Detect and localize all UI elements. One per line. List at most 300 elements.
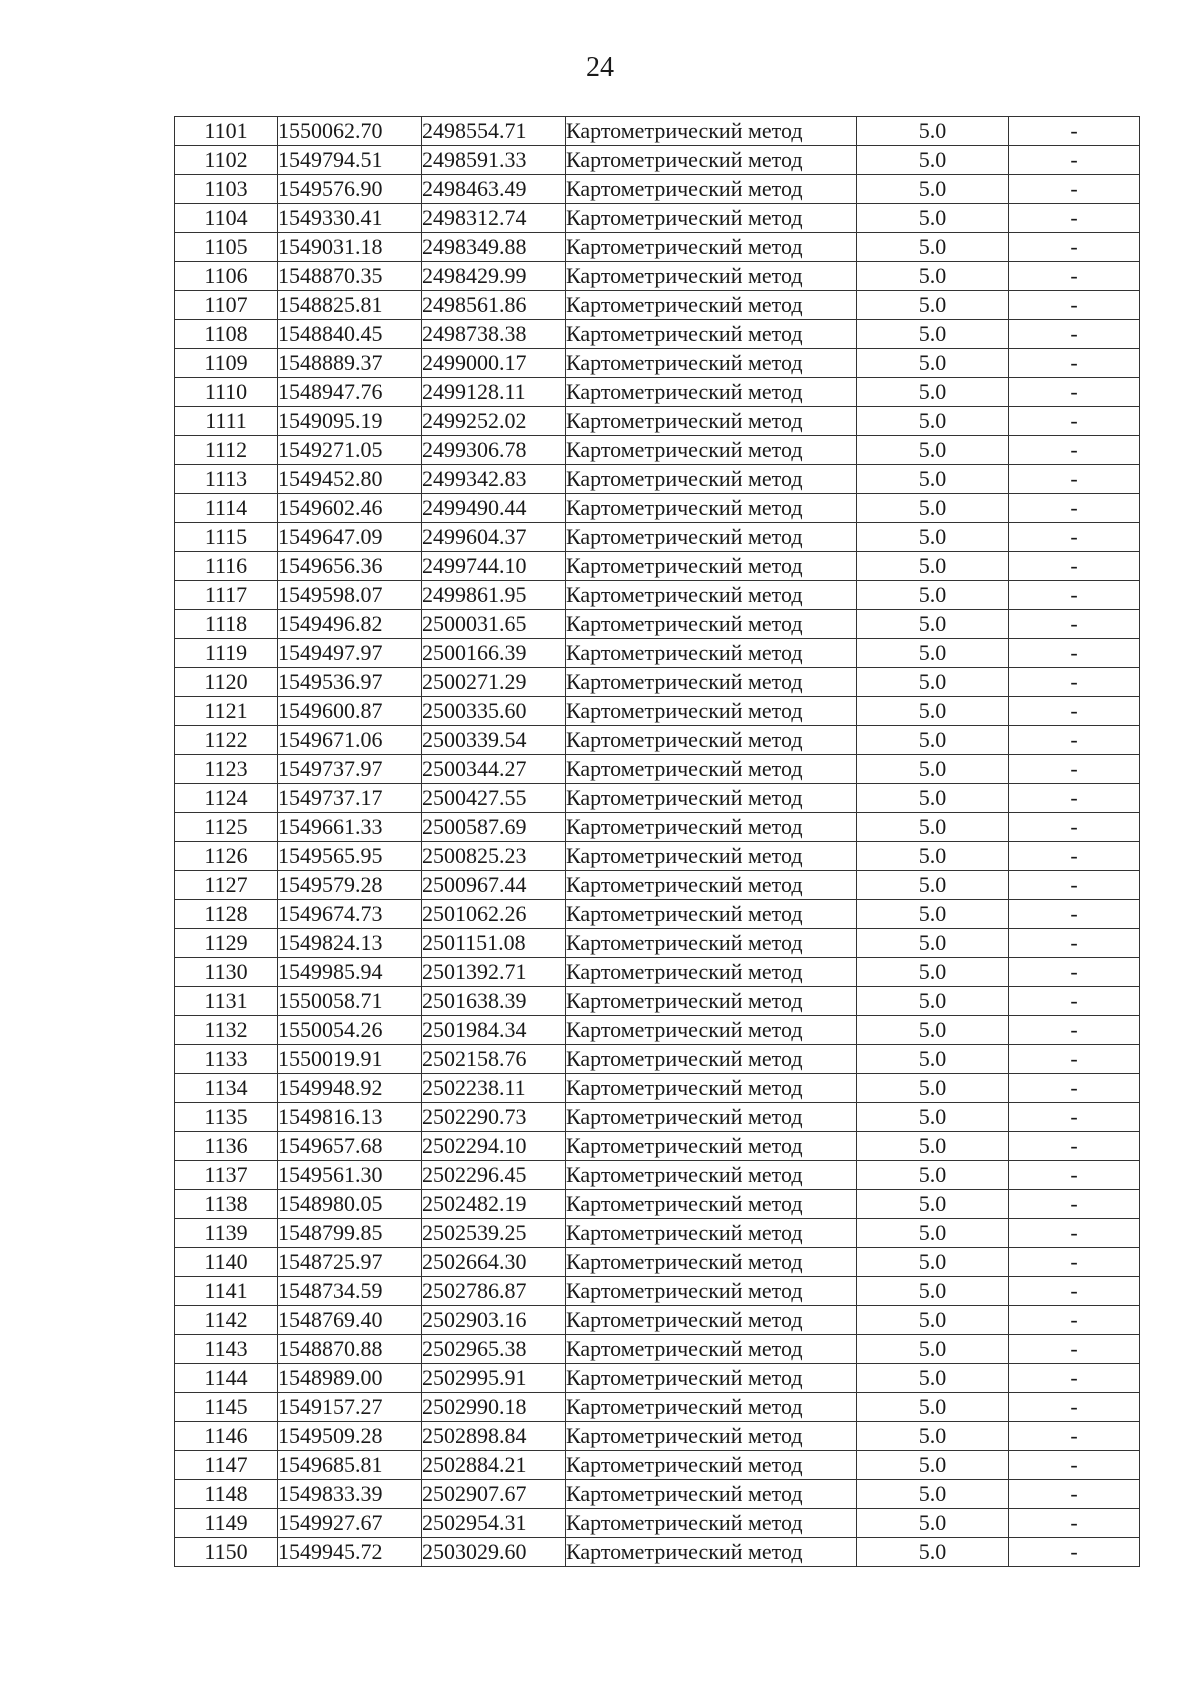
method-cell: Картометрический метод <box>566 1538 857 1567</box>
method-cell: Картометрический метод <box>566 1509 857 1538</box>
description-cell: - <box>1009 958 1140 987</box>
point-number-cell: 1131 <box>175 987 278 1016</box>
point-number-cell: 1149 <box>175 1509 278 1538</box>
accuracy-cell: 5.0 <box>857 1538 1009 1567</box>
description-cell: - <box>1009 1016 1140 1045</box>
method-cell: Картометрический метод <box>566 146 857 175</box>
table-row <box>175 726 1140 755</box>
method-cell: Картометрический метод <box>566 639 857 668</box>
point-number-cell: 1107 <box>175 291 278 320</box>
point-number-cell: 1126 <box>175 842 278 871</box>
y-coordinate-cell: 2502965.38 <box>422 1335 566 1364</box>
table-row <box>175 1306 1140 1335</box>
accuracy-cell: 5.0 <box>857 871 1009 900</box>
y-coordinate-cell: 2501984.34 <box>422 1016 566 1045</box>
y-coordinate-cell: 2499252.02 <box>422 407 566 436</box>
x-coordinate-cell: 1548889.37 <box>278 349 422 378</box>
table-row <box>175 262 1140 291</box>
y-coordinate-cell: 2500344.27 <box>422 755 566 784</box>
method-cell: Картометрический метод <box>566 1306 857 1335</box>
method-cell: Картометрический метод <box>566 900 857 929</box>
y-coordinate-cell: 2502903.16 <box>422 1306 566 1335</box>
x-coordinate-cell: 1548870.35 <box>278 262 422 291</box>
description-cell: - <box>1009 1393 1140 1422</box>
method-cell: Картометрический метод <box>566 610 857 639</box>
point-number-cell: 1125 <box>175 813 278 842</box>
accuracy-cell: 5.0 <box>857 697 1009 726</box>
method-cell: Картометрический метод <box>566 465 857 494</box>
x-coordinate-cell: 1549927.67 <box>278 1509 422 1538</box>
x-coordinate-cell: 1549794.51 <box>278 146 422 175</box>
point-number-cell: 1115 <box>175 523 278 552</box>
accuracy-cell: 5.0 <box>857 1016 1009 1045</box>
y-coordinate-cell: 2498554.71 <box>422 117 566 146</box>
y-coordinate-cell: 2500339.54 <box>422 726 566 755</box>
point-number-cell: 1119 <box>175 639 278 668</box>
table-row <box>175 1480 1140 1509</box>
accuracy-cell: 5.0 <box>857 1422 1009 1451</box>
accuracy-cell: 5.0 <box>857 755 1009 784</box>
y-coordinate-cell: 2502290.73 <box>422 1103 566 1132</box>
accuracy-cell: 5.0 <box>857 436 1009 465</box>
point-number-cell: 1110 <box>175 378 278 407</box>
y-coordinate-cell: 2502990.18 <box>422 1393 566 1422</box>
point-number-cell: 1133 <box>175 1045 278 1074</box>
x-coordinate-cell: 1549647.09 <box>278 523 422 552</box>
y-coordinate-cell: 2499744.10 <box>422 552 566 581</box>
method-cell: Картометрический метод <box>566 1190 857 1219</box>
description-cell: - <box>1009 1045 1140 1074</box>
table-row <box>175 436 1140 465</box>
method-cell: Картометрический метод <box>566 233 857 262</box>
y-coordinate-cell: 2499342.83 <box>422 465 566 494</box>
point-number-cell: 1112 <box>175 436 278 465</box>
description-cell: - <box>1009 465 1140 494</box>
table-row <box>175 1248 1140 1277</box>
accuracy-cell: 5.0 <box>857 233 1009 262</box>
accuracy-cell: 5.0 <box>857 349 1009 378</box>
method-cell: Картометрический метод <box>566 813 857 842</box>
x-coordinate-cell: 1549598.07 <box>278 581 422 610</box>
x-coordinate-cell: 1549737.97 <box>278 755 422 784</box>
description-cell: - <box>1009 1538 1140 1567</box>
table-row <box>175 1393 1140 1422</box>
description-cell: - <box>1009 842 1140 871</box>
x-coordinate-cell: 1549985.94 <box>278 958 422 987</box>
table-row <box>175 987 1140 1016</box>
x-coordinate-cell: 1549576.90 <box>278 175 422 204</box>
x-coordinate-cell: 1549824.13 <box>278 929 422 958</box>
point-number-cell: 1137 <box>175 1161 278 1190</box>
method-cell: Картометрический метод <box>566 987 857 1016</box>
method-cell: Картометрический метод <box>566 1074 857 1103</box>
point-number-cell: 1145 <box>175 1393 278 1422</box>
accuracy-cell: 5.0 <box>857 204 1009 233</box>
accuracy-cell: 5.0 <box>857 726 1009 755</box>
method-cell: Картометрический метод <box>566 320 857 349</box>
x-coordinate-cell: 1549656.36 <box>278 552 422 581</box>
accuracy-cell: 5.0 <box>857 1277 1009 1306</box>
y-coordinate-cell: 2502238.11 <box>422 1074 566 1103</box>
y-coordinate-cell: 2500166.39 <box>422 639 566 668</box>
point-number-cell: 1111 <box>175 407 278 436</box>
y-coordinate-cell: 2502158.76 <box>422 1045 566 1074</box>
description-cell: - <box>1009 581 1140 610</box>
point-number-cell: 1127 <box>175 871 278 900</box>
x-coordinate-cell: 1549561.30 <box>278 1161 422 1190</box>
x-coordinate-cell: 1550058.71 <box>278 987 422 1016</box>
description-cell: - <box>1009 291 1140 320</box>
accuracy-cell: 5.0 <box>857 1248 1009 1277</box>
table-row <box>175 755 1140 784</box>
description-cell: - <box>1009 871 1140 900</box>
y-coordinate-cell: 2502995.91 <box>422 1364 566 1393</box>
method-cell: Картометрический метод <box>566 1161 857 1190</box>
method-cell: Картометрический метод <box>566 407 857 436</box>
y-coordinate-cell: 2502482.19 <box>422 1190 566 1219</box>
x-coordinate-cell: 1548980.05 <box>278 1190 422 1219</box>
y-coordinate-cell: 2501151.08 <box>422 929 566 958</box>
description-cell: - <box>1009 697 1140 726</box>
accuracy-cell: 5.0 <box>857 1219 1009 1248</box>
y-coordinate-cell: 2499306.78 <box>422 436 566 465</box>
description-cell: - <box>1009 610 1140 639</box>
accuracy-cell: 5.0 <box>857 407 1009 436</box>
table-row <box>175 1016 1140 1045</box>
x-coordinate-cell: 1549095.19 <box>278 407 422 436</box>
x-coordinate-cell: 1549600.87 <box>278 697 422 726</box>
accuracy-cell: 5.0 <box>857 639 1009 668</box>
table-row <box>175 842 1140 871</box>
point-number-cell: 1130 <box>175 958 278 987</box>
table-row <box>175 813 1140 842</box>
description-cell: - <box>1009 146 1140 175</box>
description-cell: - <box>1009 1480 1140 1509</box>
description-cell: - <box>1009 900 1140 929</box>
x-coordinate-cell: 1549602.46 <box>278 494 422 523</box>
point-number-cell: 1102 <box>175 146 278 175</box>
table-row <box>175 1161 1140 1190</box>
accuracy-cell: 5.0 <box>857 494 1009 523</box>
table-row <box>175 1074 1140 1103</box>
table-row <box>175 639 1140 668</box>
method-cell: Картометрический метод <box>566 262 857 291</box>
x-coordinate-cell: 1549565.95 <box>278 842 422 871</box>
accuracy-cell: 5.0 <box>857 1364 1009 1393</box>
accuracy-cell: 5.0 <box>857 523 1009 552</box>
x-coordinate-cell: 1548734.59 <box>278 1277 422 1306</box>
method-cell: Картометрический метод <box>566 204 857 233</box>
y-coordinate-cell: 2502786.87 <box>422 1277 566 1306</box>
x-coordinate-cell: 1548825.81 <box>278 291 422 320</box>
accuracy-cell: 5.0 <box>857 1074 1009 1103</box>
description-cell: - <box>1009 726 1140 755</box>
table-row <box>175 958 1140 987</box>
x-coordinate-cell: 1548870.88 <box>278 1335 422 1364</box>
x-coordinate-cell: 1548725.97 <box>278 1248 422 1277</box>
page-number: 24 <box>586 52 614 83</box>
accuracy-cell: 5.0 <box>857 465 1009 494</box>
coordinates-table <box>174 116 1140 1567</box>
table-row <box>175 378 1140 407</box>
description-cell: - <box>1009 204 1140 233</box>
x-coordinate-cell: 1549657.68 <box>278 1132 422 1161</box>
method-cell: Картометрический метод <box>566 697 857 726</box>
y-coordinate-cell: 2502294.10 <box>422 1132 566 1161</box>
table-row <box>175 1219 1140 1248</box>
x-coordinate-cell: 1548799.85 <box>278 1219 422 1248</box>
point-number-cell: 1139 <box>175 1219 278 1248</box>
y-coordinate-cell: 2501062.26 <box>422 900 566 929</box>
point-number-cell: 1118 <box>175 610 278 639</box>
point-number-cell: 1150 <box>175 1538 278 1567</box>
point-number-cell: 1108 <box>175 320 278 349</box>
table-row <box>175 1422 1140 1451</box>
accuracy-cell: 5.0 <box>857 117 1009 146</box>
y-coordinate-cell: 2498591.33 <box>422 146 566 175</box>
x-coordinate-cell: 1549157.27 <box>278 1393 422 1422</box>
description-cell: - <box>1009 1074 1140 1103</box>
table-row <box>175 407 1140 436</box>
description-cell: - <box>1009 929 1140 958</box>
table-row <box>175 204 1140 233</box>
y-coordinate-cell: 2500271.29 <box>422 668 566 697</box>
method-cell: Картометрический метод <box>566 1248 857 1277</box>
table-row <box>175 1277 1140 1306</box>
description-cell: - <box>1009 1364 1140 1393</box>
method-cell: Картометрический метод <box>566 523 857 552</box>
description-cell: - <box>1009 1451 1140 1480</box>
x-coordinate-cell: 1549945.72 <box>278 1538 422 1567</box>
description-cell: - <box>1009 407 1140 436</box>
y-coordinate-cell: 2498463.49 <box>422 175 566 204</box>
point-number-cell: 1146 <box>175 1422 278 1451</box>
method-cell: Картометрический метод <box>566 175 857 204</box>
x-coordinate-cell: 1549452.80 <box>278 465 422 494</box>
accuracy-cell: 5.0 <box>857 813 1009 842</box>
y-coordinate-cell: 2498561.86 <box>422 291 566 320</box>
y-coordinate-cell: 2502954.31 <box>422 1509 566 1538</box>
x-coordinate-cell: 1549948.92 <box>278 1074 422 1103</box>
table-row <box>175 1335 1140 1364</box>
accuracy-cell: 5.0 <box>857 1335 1009 1364</box>
description-cell: - <box>1009 494 1140 523</box>
table-row <box>175 929 1140 958</box>
y-coordinate-cell: 2502907.67 <box>422 1480 566 1509</box>
point-number-cell: 1132 <box>175 1016 278 1045</box>
description-cell: - <box>1009 1161 1140 1190</box>
description-cell: - <box>1009 755 1140 784</box>
method-cell: Картометрический метод <box>566 668 857 697</box>
point-number-cell: 1121 <box>175 697 278 726</box>
method-cell: Картометрический метод <box>566 784 857 813</box>
method-cell: Картометрический метод <box>566 349 857 378</box>
x-coordinate-cell: 1549671.06 <box>278 726 422 755</box>
accuracy-cell: 5.0 <box>857 1161 1009 1190</box>
description-cell: - <box>1009 117 1140 146</box>
method-cell: Картометрический метод <box>566 929 857 958</box>
method-cell: Картометрический метод <box>566 378 857 407</box>
point-number-cell: 1134 <box>175 1074 278 1103</box>
table-row <box>175 581 1140 610</box>
accuracy-cell: 5.0 <box>857 1132 1009 1161</box>
description-cell: - <box>1009 552 1140 581</box>
y-coordinate-cell: 2499128.11 <box>422 378 566 407</box>
accuracy-cell: 5.0 <box>857 1190 1009 1219</box>
y-coordinate-cell: 2502884.21 <box>422 1451 566 1480</box>
y-coordinate-cell: 2501392.71 <box>422 958 566 987</box>
method-cell: Картометрический метод <box>566 581 857 610</box>
method-cell: Картометрический метод <box>566 291 857 320</box>
method-cell: Картометрический метод <box>566 842 857 871</box>
y-coordinate-cell: 2501638.39 <box>422 987 566 1016</box>
table-row <box>175 668 1140 697</box>
table-row <box>175 1103 1140 1132</box>
y-coordinate-cell: 2500335.60 <box>422 697 566 726</box>
y-coordinate-cell: 2503029.60 <box>422 1538 566 1567</box>
description-cell: - <box>1009 1306 1140 1335</box>
point-number-cell: 1109 <box>175 349 278 378</box>
description-cell: - <box>1009 1277 1140 1306</box>
method-cell: Картометрический метод <box>566 755 857 784</box>
y-coordinate-cell: 2499604.37 <box>422 523 566 552</box>
accuracy-cell: 5.0 <box>857 1451 1009 1480</box>
description-cell: - <box>1009 639 1140 668</box>
description-cell: - <box>1009 436 1140 465</box>
table-row <box>175 1364 1140 1393</box>
method-cell: Картометрический метод <box>566 1277 857 1306</box>
accuracy-cell: 5.0 <box>857 929 1009 958</box>
point-number-cell: 1117 <box>175 581 278 610</box>
x-coordinate-cell: 1548769.40 <box>278 1306 422 1335</box>
description-cell: - <box>1009 1422 1140 1451</box>
table-row <box>175 349 1140 378</box>
table-row <box>175 900 1140 929</box>
method-cell: Картометрический метод <box>566 1219 857 1248</box>
accuracy-cell: 5.0 <box>857 146 1009 175</box>
table-row <box>175 320 1140 349</box>
y-coordinate-cell: 2500825.23 <box>422 842 566 871</box>
method-cell: Картометрический метод <box>566 552 857 581</box>
method-cell: Картометрический метод <box>566 1016 857 1045</box>
description-cell: - <box>1009 813 1140 842</box>
description-cell: - <box>1009 784 1140 813</box>
point-number-cell: 1138 <box>175 1190 278 1219</box>
point-number-cell: 1142 <box>175 1306 278 1335</box>
method-cell: Картометрический метод <box>566 871 857 900</box>
description-cell: - <box>1009 1219 1140 1248</box>
accuracy-cell: 5.0 <box>857 552 1009 581</box>
point-number-cell: 1143 <box>175 1335 278 1364</box>
table-row <box>175 1190 1140 1219</box>
point-number-cell: 1114 <box>175 494 278 523</box>
accuracy-cell: 5.0 <box>857 1103 1009 1132</box>
point-number-cell: 1128 <box>175 900 278 929</box>
table-row <box>175 1509 1140 1538</box>
y-coordinate-cell: 2500427.55 <box>422 784 566 813</box>
table-row <box>175 697 1140 726</box>
point-number-cell: 1144 <box>175 1364 278 1393</box>
method-cell: Картометрический метод <box>566 494 857 523</box>
description-cell: - <box>1009 1190 1140 1219</box>
x-coordinate-cell: 1548947.76 <box>278 378 422 407</box>
description-cell: - <box>1009 1103 1140 1132</box>
y-coordinate-cell: 2498349.88 <box>422 233 566 262</box>
table-row <box>175 610 1140 639</box>
accuracy-cell: 5.0 <box>857 378 1009 407</box>
x-coordinate-cell: 1549330.41 <box>278 204 422 233</box>
x-coordinate-cell: 1549661.33 <box>278 813 422 842</box>
point-number-cell: 1106 <box>175 262 278 291</box>
x-coordinate-cell: 1549737.17 <box>278 784 422 813</box>
accuracy-cell: 5.0 <box>857 842 1009 871</box>
table-row <box>175 871 1140 900</box>
table-row <box>175 233 1140 262</box>
point-number-cell: 1104 <box>175 204 278 233</box>
y-coordinate-cell: 2500967.44 <box>422 871 566 900</box>
x-coordinate-cell: 1550062.70 <box>278 117 422 146</box>
point-number-cell: 1101 <box>175 117 278 146</box>
point-number-cell: 1113 <box>175 465 278 494</box>
description-cell: - <box>1009 1248 1140 1277</box>
point-number-cell: 1129 <box>175 929 278 958</box>
method-cell: Картометрический метод <box>566 726 857 755</box>
x-coordinate-cell: 1549833.39 <box>278 1480 422 1509</box>
point-number-cell: 1148 <box>175 1480 278 1509</box>
y-coordinate-cell: 2502539.25 <box>422 1219 566 1248</box>
accuracy-cell: 5.0 <box>857 784 1009 813</box>
table-row <box>175 1538 1140 1567</box>
x-coordinate-cell: 1549497.97 <box>278 639 422 668</box>
x-coordinate-cell: 1549674.73 <box>278 900 422 929</box>
description-cell: - <box>1009 1132 1140 1161</box>
accuracy-cell: 5.0 <box>857 262 1009 291</box>
description-cell: - <box>1009 523 1140 552</box>
x-coordinate-cell: 1549496.82 <box>278 610 422 639</box>
accuracy-cell: 5.0 <box>857 668 1009 697</box>
point-number-cell: 1103 <box>175 175 278 204</box>
table-row <box>175 523 1140 552</box>
x-coordinate-cell: 1549271.05 <box>278 436 422 465</box>
method-cell: Картометрический метод <box>566 1103 857 1132</box>
y-coordinate-cell: 2502664.30 <box>422 1248 566 1277</box>
accuracy-cell: 5.0 <box>857 900 1009 929</box>
accuracy-cell: 5.0 <box>857 1480 1009 1509</box>
accuracy-cell: 5.0 <box>857 1393 1009 1422</box>
description-cell: - <box>1009 668 1140 697</box>
description-cell: - <box>1009 1335 1140 1364</box>
method-cell: Картометрический метод <box>566 1045 857 1074</box>
method-cell: Картометрический метод <box>566 117 857 146</box>
x-coordinate-cell: 1549685.81 <box>278 1451 422 1480</box>
point-number-cell: 1122 <box>175 726 278 755</box>
table-row <box>175 552 1140 581</box>
description-cell: - <box>1009 349 1140 378</box>
method-cell: Картометрический метод <box>566 1132 857 1161</box>
point-number-cell: 1147 <box>175 1451 278 1480</box>
accuracy-cell: 5.0 <box>857 1045 1009 1074</box>
y-coordinate-cell: 2498429.99 <box>422 262 566 291</box>
table-row <box>175 1451 1140 1480</box>
x-coordinate-cell: 1548840.45 <box>278 320 422 349</box>
accuracy-cell: 5.0 <box>857 581 1009 610</box>
y-coordinate-cell: 2502898.84 <box>422 1422 566 1451</box>
method-cell: Картометрический метод <box>566 1480 857 1509</box>
description-cell: - <box>1009 320 1140 349</box>
description-cell: - <box>1009 1509 1140 1538</box>
accuracy-cell: 5.0 <box>857 1306 1009 1335</box>
table-row <box>175 494 1140 523</box>
